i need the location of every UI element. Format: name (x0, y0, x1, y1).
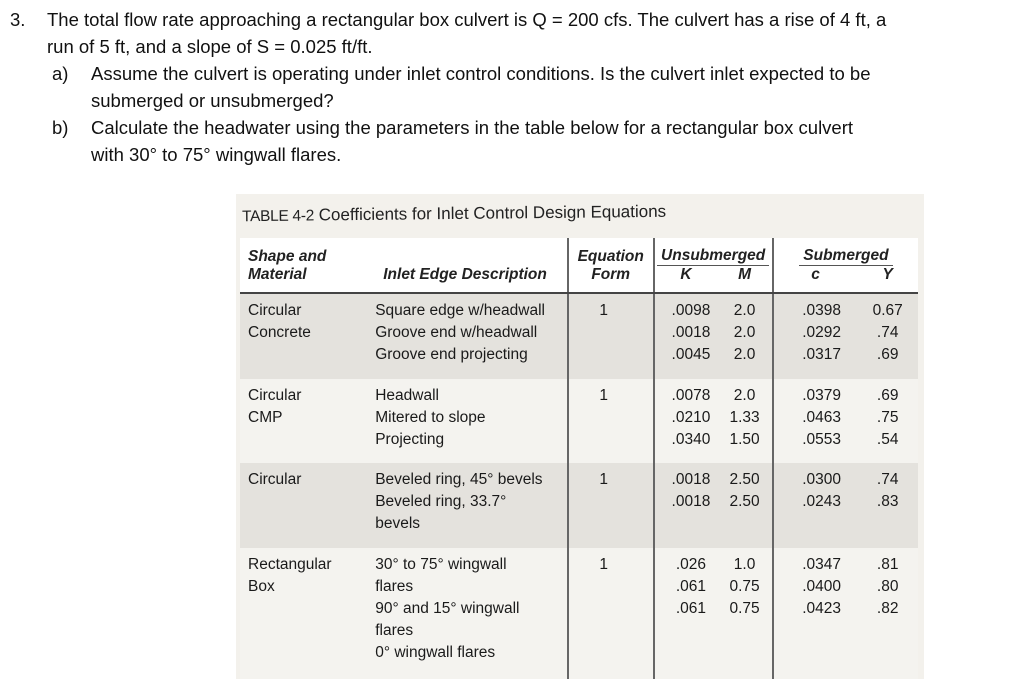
shape-line: Circular (248, 471, 302, 489)
table-row-circular-cmp (240, 379, 918, 464)
k-value: .0018 (671, 493, 711, 511)
desc-line: Projecting (375, 430, 445, 448)
y-value: .75 (876, 408, 899, 426)
header-row-2 (240, 266, 918, 293)
c-value: .0243 (802, 493, 841, 511)
k-value: .0340 (671, 430, 711, 448)
part-b-line-1: Calculate the headwater using the parameters in the table below for a rectangular box culvert (91, 117, 854, 138)
desc-line: 30° to 75° wingwall (375, 555, 507, 573)
problem-statement (8, 6, 1013, 168)
part-b-line-2: with 30° to 75° wingwall flares. (91, 144, 342, 165)
c-value: .0317 (802, 346, 841, 363)
table-caption: Coefficients for Inlet Control Design Equations (318, 201, 667, 225)
y-value: .81 (876, 555, 899, 573)
table-number: TABLE 4-2 (241, 207, 315, 226)
part-a-line-2: submerged or unsubmerged? (91, 90, 334, 111)
desc-line: Beveled ring, 33.7° (375, 493, 507, 511)
part-b (52, 114, 1013, 168)
m-value: 2.0 (733, 302, 756, 319)
header-row-1 (240, 238, 918, 266)
eq-value: 1 (599, 555, 609, 573)
desc-line: bevels (375, 515, 421, 533)
c-value: .0300 (802, 471, 841, 489)
shape-line: Concrete (248, 324, 311, 341)
y-value: .80 (876, 577, 899, 595)
y-value: .82 (876, 599, 899, 617)
k-value: .061 (675, 577, 707, 595)
y-value: .74 (876, 324, 899, 341)
coefficients-table (240, 238, 918, 679)
table-row-circular-beveled (240, 463, 918, 548)
m-value: 2.0 (733, 324, 756, 341)
problem-text-line-2: run of 5 ft, and a slope of S = 0.025 ft/ft. (47, 36, 373, 57)
k-value: .0078 (671, 386, 711, 404)
k-value: .0098 (671, 302, 711, 319)
k-value: .0018 (671, 324, 711, 341)
problem-text-line-1: The total flow rate approaching a rectangular box culvert is Q = 200 cfs. The culvert has a rise of 4 ft, a (47, 9, 887, 30)
desc-line: Beveled ring, 45° bevels (375, 471, 543, 489)
shape-line: Box (248, 577, 275, 595)
c-value: .0398 (802, 302, 841, 319)
y-value: .69 (876, 346, 899, 363)
desc-line: 90° and 15° wingwall (375, 599, 520, 617)
eq-value: 1 (599, 302, 609, 319)
c-value: .0400 (802, 577, 841, 595)
header-shape-line1: Shape and (240, 238, 363, 266)
header-c: c (773, 266, 858, 293)
header-form: Form (568, 266, 654, 293)
shape-line: CMP (248, 408, 283, 426)
m-value: 2.50 (729, 471, 760, 489)
desc-line: 0° wingwall flares (375, 643, 496, 661)
header-k: K (654, 266, 718, 293)
m-value: 2.0 (733, 346, 756, 363)
table-title (242, 202, 666, 226)
header-submerged: Submerged (773, 238, 918, 266)
m-value: 2.50 (729, 493, 760, 511)
y-value: .69 (876, 386, 899, 404)
desc-line: flares (375, 621, 414, 639)
desc-line: Groove end projecting (375, 346, 528, 363)
k-value: .061 (675, 599, 707, 617)
table-row-rectangular-box (240, 548, 918, 679)
desc-line: Mitered to slope (375, 408, 486, 426)
c-value: .0463 (802, 408, 841, 426)
problem-number: 3. (10, 9, 26, 30)
eq-value: 1 (599, 386, 609, 404)
header-equation: Equation (568, 238, 654, 266)
part-a (52, 60, 1013, 114)
y-value: .83 (876, 493, 899, 511)
c-value: .0292 (802, 324, 841, 341)
y-value: .54 (876, 430, 899, 448)
m-value: 0.75 (729, 599, 760, 617)
c-value: .0553 (802, 430, 841, 448)
m-value: 2.0 (733, 386, 756, 404)
k-value: .0045 (671, 346, 711, 363)
c-value: .0347 (802, 555, 841, 573)
c-value: .0379 (802, 386, 841, 404)
table-photo (236, 194, 924, 679)
k-value: .026 (675, 555, 707, 573)
m-value: 0.75 (729, 577, 760, 595)
shape-line: Circular (248, 302, 302, 319)
shape-line: Circular (248, 386, 302, 404)
header-unsubmerged: Unsubmerged (654, 238, 773, 266)
header-m: M (717, 266, 772, 293)
header-shape-line2: Material (240, 266, 363, 293)
c-value: .0423 (802, 599, 841, 617)
eq-value: 1 (599, 471, 609, 489)
desc-line: Square edge w/headwall (375, 302, 545, 319)
header-y: Y (857, 266, 918, 293)
m-value: 1.33 (729, 408, 760, 426)
desc-line: Headwall (375, 386, 439, 404)
k-value: .0210 (671, 408, 711, 426)
k-value: .0018 (671, 471, 711, 489)
desc-line: flares (375, 577, 414, 595)
part-a-line-1: Assume the culvert is operating under inlet control conditions. Is the culvert inlet expected to be (91, 63, 871, 84)
header-inlet-edge: Inlet Edge Description (363, 266, 568, 293)
y-value: .74 (876, 471, 899, 489)
part-b-label: b) (52, 117, 69, 138)
shape-line: Rectangular (248, 555, 332, 573)
m-value: 1.50 (729, 430, 760, 448)
y-value: 0.67 (872, 302, 903, 319)
table-row-circular-concrete (240, 293, 918, 379)
m-value: 1.0 (733, 555, 756, 573)
part-a-label: a) (52, 63, 69, 84)
desc-line: Groove end w/headwall (375, 324, 538, 341)
